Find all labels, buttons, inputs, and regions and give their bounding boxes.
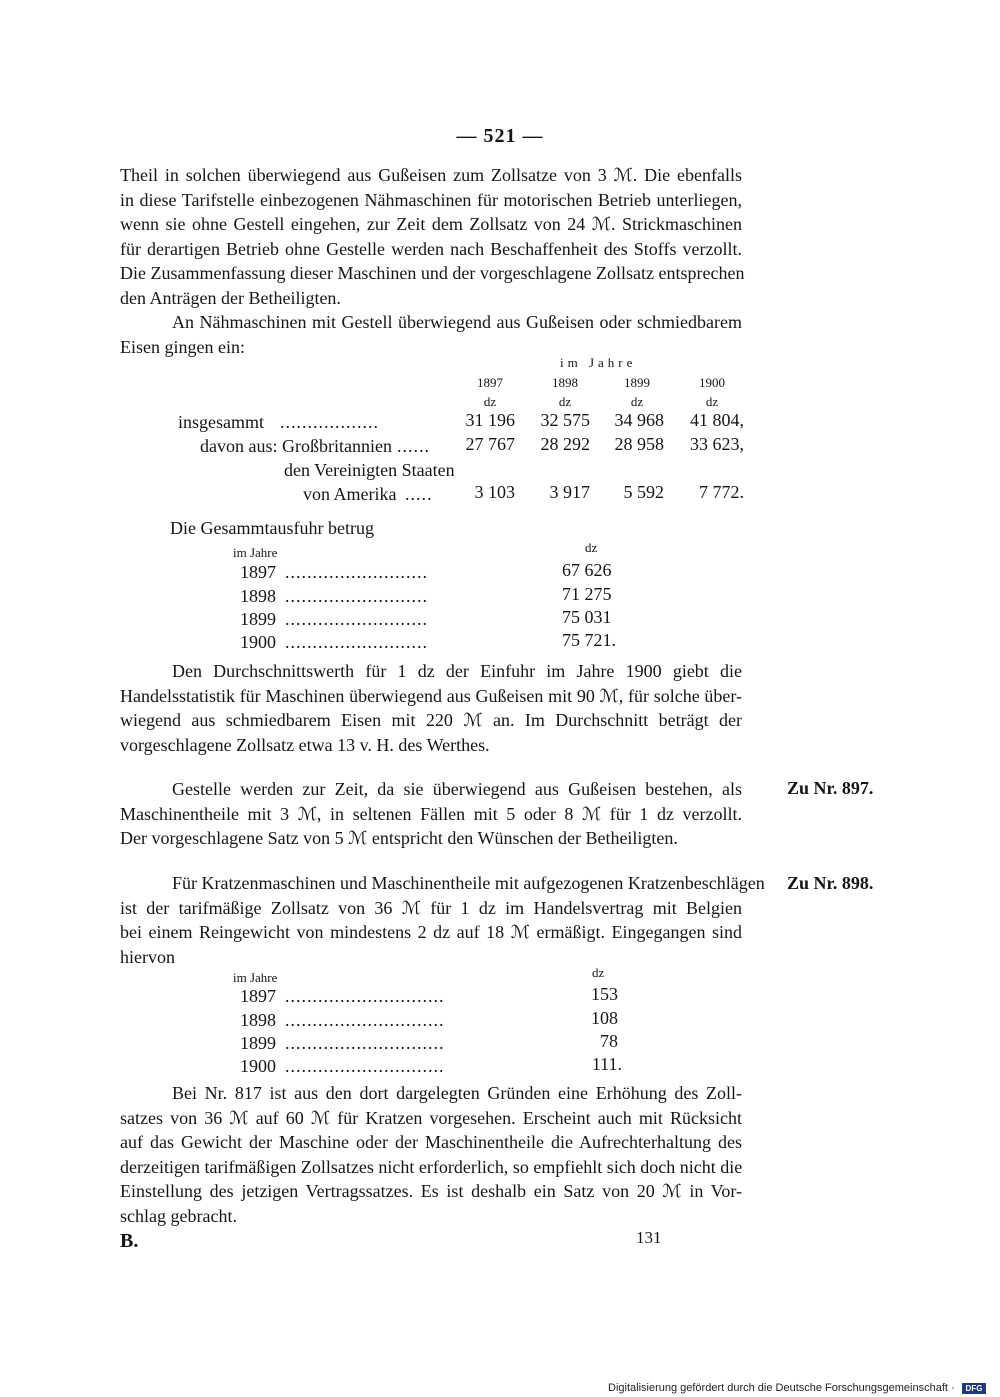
year-header: im Jahre [233, 545, 278, 560]
row-value: 75 721. [562, 630, 616, 650]
paragraph-898 [120, 871, 765, 969]
import-intro [120, 310, 742, 359]
closing-paragraph [120, 1081, 742, 1228]
text-line: Der vorgeschlagene Satz von 5 ℳ entspricht den Wünschen der Betheiligten. [120, 828, 678, 848]
margin-note-898: Zu Nr. 898. [787, 873, 874, 893]
funding-notice: Digitalisierung gefördert durch die Deutsche Forschungsgemeinschaft · [608, 1382, 955, 1394]
row-value: 108 [591, 1008, 618, 1028]
leader-dots: .......................... [285, 562, 428, 582]
table-cell: 33 623, [690, 434, 744, 454]
table-cell: 5 592 [623, 482, 664, 502]
column-year: 1897 [477, 375, 503, 390]
dfg-logo: DFG [962, 1383, 986, 1394]
text-line: Einstellung des jetzigen Vertragssatzes. Es ist deshalb ein Satz von 20 ℳ in Vor- [120, 1181, 742, 1201]
column-year: 1900 [699, 375, 725, 390]
row-year: 1898 [240, 586, 276, 606]
row-value: 111. [591, 1054, 622, 1074]
text-line: Theil in solchen überwiegend aus Gußeisen zum Zollsatze von 3 ℳ. Die ebenfalls [120, 165, 742, 185]
text-line: An Nähmaschinen mit Gestell überwiegend aus Gußeisen oder schmiedbarem [172, 312, 742, 332]
column-unit: dz [483, 394, 497, 409]
leader-dots: ...... [397, 436, 430, 456]
page-number: — 521 — [456, 125, 544, 147]
leader-dots: .......................... [285, 609, 428, 629]
row-value: 153 [591, 984, 618, 1004]
column-year: 1899 [624, 375, 650, 390]
unit-header: dz [585, 540, 598, 555]
row-value: 75 031 [562, 607, 612, 627]
leader-dots: ............................. [285, 986, 445, 1006]
column-unit: dz [630, 394, 644, 409]
row-year: 1898 [240, 1010, 276, 1030]
text-line: ist der tarifmäßige Zollsatz von 36 ℳ für 1 dz im Handelsvertrag mit Belgien [120, 897, 742, 918]
table-cell: 7 772. [699, 482, 744, 502]
sheet-number: 131 [636, 1228, 662, 1247]
text-line: Die Zusammenfassung dieser Maschinen und der vorgeschlagene Zollsatz entsprechen [120, 263, 745, 283]
text-line: wiegend aus schmiedbarem Eisen mit 220 ℳ an. Im Durchschnitt beträgt der [120, 710, 742, 730]
table-cell: 34 968 [614, 410, 664, 430]
row-year: 1897 [240, 562, 276, 582]
year-header: im Jahre [233, 970, 278, 985]
text-line: auf das Gewicht der Maschine oder der Maschinentheile die Aufrechterhaltung des [120, 1132, 742, 1152]
text-line: für derartigen Betrieb ohne Gestelle werden nach Beschaffenheit des Stoffs verzollt. [120, 238, 742, 259]
leader-dots: ............................. [285, 1010, 445, 1030]
text-line: vorgeschlagene Zollsatz etwa 13 v. H. des Werthes. [120, 734, 490, 755]
table-cell: 28 292 [540, 434, 590, 454]
export-intro: Die Gesammtausfuhr betrug [170, 518, 374, 538]
row-label: von Amerika [303, 484, 397, 504]
text-line: derzeitigen tarifmäßigen Zollsatzes nicht erforderlich, so empfiehlt sich doch nicht die [120, 1156, 743, 1177]
row-year: 1900 [240, 1056, 276, 1076]
leader-dots: ............................. [285, 1033, 445, 1053]
leader-dots: ..... [405, 484, 433, 504]
table-cell: 28 958 [614, 434, 664, 454]
row-value: 71 275 [562, 584, 612, 604]
text-line: satzes von 36 ℳ auf 60 ℳ für Kratzen vorgesehen. Erscheint auch mit Rücksicht [120, 1107, 742, 1128]
text-line: hiervon [120, 946, 175, 967]
row-year: 1900 [240, 632, 276, 652]
table-cell: 32 575 [540, 410, 590, 430]
row-label: davon aus: Großbritannien [200, 436, 392, 456]
column-unit: dz [558, 394, 572, 409]
signature-mark: B. [120, 1230, 139, 1252]
text-line: Den Durchschnittswerth für 1 dz der Einfuhr im Jahre 1900 giebt die [172, 661, 742, 681]
column-year: 1898 [552, 375, 578, 390]
text-line: Gestelle werden zur Zeit, da sie überwiegend aus Gußeisen bestehen, als [172, 779, 742, 799]
unit-header: dz [592, 965, 605, 980]
average-paragraph [120, 659, 742, 757]
row-year: 1899 [240, 609, 276, 629]
text-line: Eisen gingen ein: [120, 336, 245, 357]
table-cell: 3 103 [474, 482, 515, 502]
text-line: in diese Tarifstelle einbezogenen Nähmaschinen für motorischen Betrieb unterliegen, [120, 189, 742, 210]
text-line: Für Kratzenmaschinen und Maschinentheile mit aufgezogenen Kratzenbeschlägen [172, 873, 765, 893]
row-label: den Vereinigten Staaten [284, 460, 455, 480]
row-value: 67 626 [562, 560, 612, 580]
intro-paragraph [120, 163, 745, 310]
text-line: bei einem Reingewicht von mindestens 2 dz auf 18 ℳ ermäßigt. Eingegangen sind [120, 922, 742, 942]
paragraph-897 [120, 777, 742, 851]
table-cell: 27 767 [465, 434, 515, 454]
row-value: 78 [600, 1031, 618, 1051]
leader-dots: .......................... [285, 586, 428, 606]
leader-dots: .................. [280, 412, 379, 432]
margin-note-897: Zu Nr. 897. [787, 778, 874, 798]
table-group-header: im Jahre [560, 355, 637, 370]
row-label: insgesammt [178, 412, 264, 432]
text-line: Handelsstatistik für Maschinen überwiegend aus Gußeisen mit 90 ℳ, für solche über- [120, 685, 742, 706]
text-line: Maschinentheile mit 3 ℳ, in seltenen Fällen mit 5 oder 8 ℳ für 1 dz verzollt. [120, 803, 742, 824]
leader-dots: .......................... [285, 632, 428, 652]
leader-dots: ............................. [285, 1056, 445, 1076]
text-line: den Anträgen der Betheiligten. [120, 287, 341, 308]
column-unit: dz [705, 394, 719, 409]
table-cell: 31 196 [465, 410, 515, 430]
row-year: 1899 [240, 1033, 276, 1053]
text-line: schlag gebracht. [120, 1205, 237, 1226]
text-line: Bei Nr. 817 ist aus den dort dargelegten Gründen eine Erhöhung des Zoll- [172, 1083, 742, 1103]
table-cell: 3 917 [549, 482, 590, 502]
table-cell: 41 804, [690, 410, 744, 430]
row-year: 1897 [240, 986, 276, 1006]
text-line: wenn sie ohne Gestell eingehen, zur Zeit dem Zollsatz von 24 ℳ. Strickmaschinen [120, 214, 742, 234]
